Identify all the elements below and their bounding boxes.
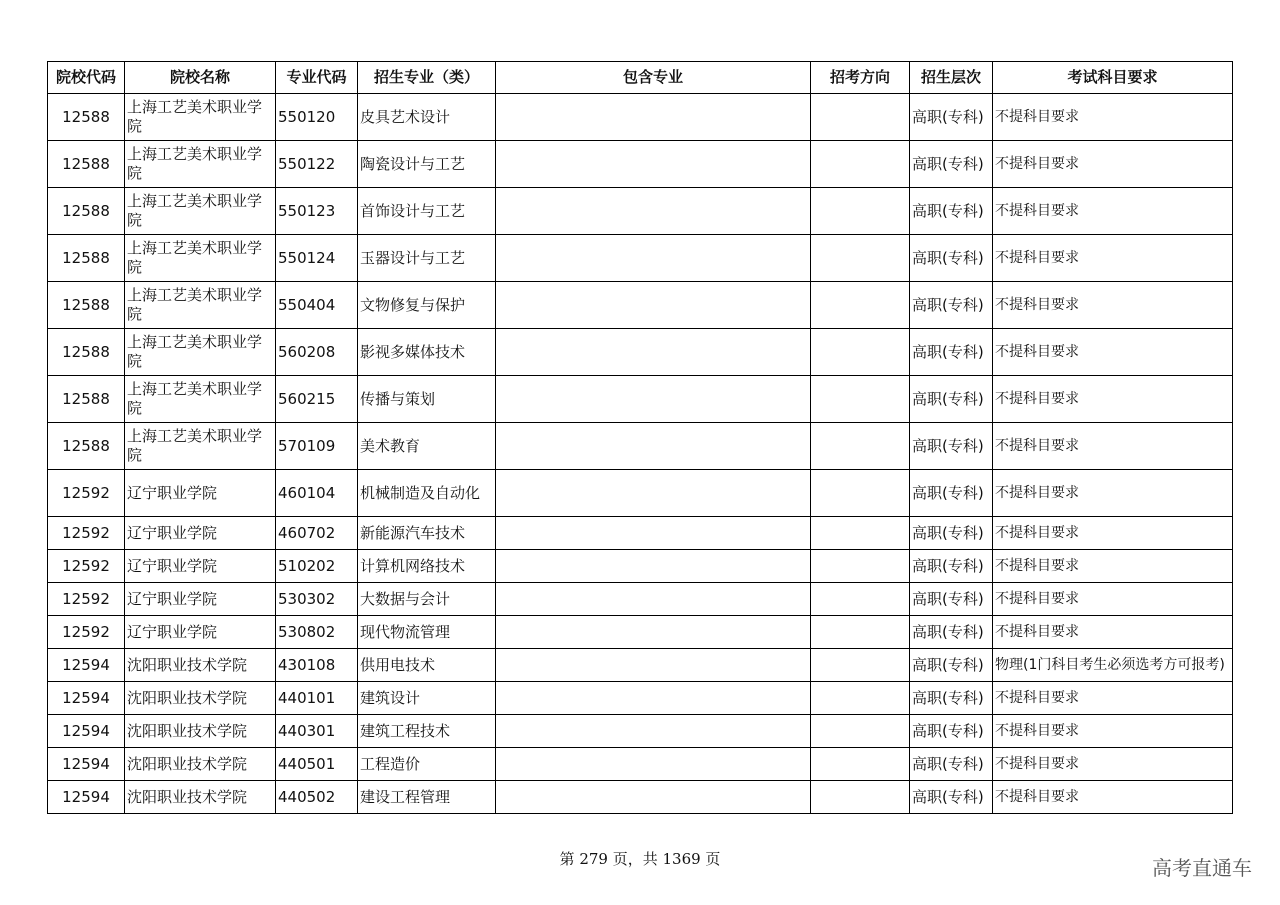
requirements-cell: 不提科目要求 [993, 141, 1233, 188]
direction-cell [811, 649, 910, 682]
major-code-cell: 530802 [276, 616, 358, 649]
requirements-cell: 不提科目要求 [993, 616, 1233, 649]
school-code-cell: 12592 [48, 583, 125, 616]
includes-cell [496, 141, 811, 188]
direction-cell [811, 423, 910, 470]
school-name-cell: 沈阳职业技术学院 [125, 649, 276, 682]
direction-cell [811, 616, 910, 649]
level-cell: 高职(专科) [910, 748, 993, 781]
major-cell: 传播与策划 [358, 376, 496, 423]
major-code-cell: 550124 [276, 235, 358, 282]
school-name-cell: 沈阳职业技术学院 [125, 715, 276, 748]
school-code-cell: 12594 [48, 649, 125, 682]
includes-cell [496, 235, 811, 282]
school-name-cell: 上海工艺美术职业学院 [125, 329, 276, 376]
header-major: 招生专业（类） [358, 62, 496, 94]
table-row [48, 550, 1233, 583]
header-row [48, 62, 1233, 94]
direction-cell [811, 376, 910, 423]
level-cell: 高职(专科) [910, 235, 993, 282]
includes-cell [496, 616, 811, 649]
requirements-cell: 不提科目要求 [993, 470, 1233, 517]
table-row [48, 616, 1233, 649]
major-code-cell: 550122 [276, 141, 358, 188]
school-name-cell: 辽宁职业学院 [125, 616, 276, 649]
school-code-cell: 12588 [48, 235, 125, 282]
admissions-table [47, 61, 1233, 814]
table-row [48, 470, 1233, 517]
table-row [48, 649, 1233, 682]
direction-cell [811, 781, 910, 814]
school-code-cell: 12594 [48, 715, 125, 748]
table-row [48, 235, 1233, 282]
school-name-cell: 上海工艺美术职业学院 [125, 376, 276, 423]
school-name-cell: 上海工艺美术职业学院 [125, 188, 276, 235]
school-code-cell: 12588 [48, 329, 125, 376]
major-cell: 计算机网络技术 [358, 550, 496, 583]
major-code-cell: 510202 [276, 550, 358, 583]
includes-cell [496, 715, 811, 748]
includes-cell [496, 94, 811, 141]
level-cell: 高职(专科) [910, 376, 993, 423]
header-direction: 招考方向 [811, 62, 910, 94]
level-cell: 高职(专科) [910, 470, 993, 517]
major-cell: 美术教育 [358, 423, 496, 470]
table-row [48, 583, 1233, 616]
header-school-code: 院校代码 [48, 62, 125, 94]
major-cell: 皮具艺术设计 [358, 94, 496, 141]
level-cell: 高职(专科) [910, 282, 993, 329]
level-cell: 高职(专科) [910, 141, 993, 188]
includes-cell [496, 550, 811, 583]
major-cell: 玉器设计与工艺 [358, 235, 496, 282]
major-code-cell: 560215 [276, 376, 358, 423]
school-code-cell: 12594 [48, 781, 125, 814]
level-cell: 高职(专科) [910, 616, 993, 649]
major-cell: 文物修复与保护 [358, 282, 496, 329]
includes-cell [496, 188, 811, 235]
school-code-cell: 12588 [48, 141, 125, 188]
requirements-cell: 不提科目要求 [993, 376, 1233, 423]
level-cell: 高职(专科) [910, 715, 993, 748]
includes-cell [496, 376, 811, 423]
requirements-cell: 不提科目要求 [993, 517, 1233, 550]
table-row [48, 94, 1233, 141]
level-cell: 高职(专科) [910, 517, 993, 550]
school-name-cell: 辽宁职业学院 [125, 583, 276, 616]
requirements-cell: 物理(1门科目考生必须选考方可报考) [993, 649, 1233, 682]
major-code-cell: 440502 [276, 781, 358, 814]
direction-cell [811, 470, 910, 517]
school-name-cell: 上海工艺美术职业学院 [125, 235, 276, 282]
requirements-cell: 不提科目要求 [993, 423, 1233, 470]
level-cell: 高职(专科) [910, 649, 993, 682]
major-code-cell: 440301 [276, 715, 358, 748]
header-major-code: 专业代码 [276, 62, 358, 94]
major-code-cell: 460702 [276, 517, 358, 550]
includes-cell [496, 748, 811, 781]
requirements-cell: 不提科目要求 [993, 329, 1233, 376]
school-code-cell: 12588 [48, 376, 125, 423]
major-code-cell: 430108 [276, 649, 358, 682]
major-cell: 供用电技术 [358, 649, 496, 682]
major-code-cell: 460104 [276, 470, 358, 517]
major-cell: 新能源汽车技术 [358, 517, 496, 550]
school-code-cell: 12594 [48, 748, 125, 781]
level-cell: 高职(专科) [910, 423, 993, 470]
school-name-cell: 辽宁职业学院 [125, 470, 276, 517]
requirements-cell: 不提科目要求 [993, 550, 1233, 583]
requirements-cell: 不提科目要求 [993, 282, 1233, 329]
school-code-cell: 12588 [48, 188, 125, 235]
school-name-cell: 沈阳职业技术学院 [125, 682, 276, 715]
requirements-cell: 不提科目要求 [993, 235, 1233, 282]
school-code-cell: 12592 [48, 517, 125, 550]
major-code-cell: 560208 [276, 329, 358, 376]
requirements-cell: 不提科目要求 [993, 583, 1233, 616]
includes-cell [496, 329, 811, 376]
level-cell: 高职(专科) [910, 781, 993, 814]
school-name-cell: 上海工艺美术职业学院 [125, 94, 276, 141]
includes-cell [496, 423, 811, 470]
major-cell: 陶瓷设计与工艺 [358, 141, 496, 188]
school-code-cell: 12592 [48, 550, 125, 583]
level-cell: 高职(专科) [910, 682, 993, 715]
table-row [48, 682, 1233, 715]
table-row [48, 715, 1233, 748]
requirements-cell: 不提科目要求 [993, 188, 1233, 235]
major-cell: 建筑工程技术 [358, 715, 496, 748]
requirements-cell: 不提科目要求 [993, 715, 1233, 748]
major-cell: 建筑设计 [358, 682, 496, 715]
direction-cell [811, 682, 910, 715]
requirements-cell: 不提科目要求 [993, 94, 1233, 141]
level-cell: 高职(专科) [910, 583, 993, 616]
school-name-cell: 上海工艺美术职业学院 [125, 141, 276, 188]
watermark: 高考直通车 [1152, 856, 1252, 880]
table-row [48, 282, 1233, 329]
school-name-cell: 辽宁职业学院 [125, 517, 276, 550]
level-cell: 高职(专科) [910, 188, 993, 235]
major-cell: 首饰设计与工艺 [358, 188, 496, 235]
major-code-cell: 440101 [276, 682, 358, 715]
direction-cell [811, 188, 910, 235]
table-row [48, 748, 1233, 781]
school-code-cell: 12588 [48, 423, 125, 470]
major-cell: 工程造价 [358, 748, 496, 781]
includes-cell [496, 470, 811, 517]
major-cell: 大数据与会计 [358, 583, 496, 616]
includes-cell [496, 583, 811, 616]
header-school-name: 院校名称 [125, 62, 276, 94]
table-row [48, 188, 1233, 235]
direction-cell [811, 94, 910, 141]
direction-cell [811, 748, 910, 781]
requirements-cell: 不提科目要求 [993, 781, 1233, 814]
school-name-cell: 上海工艺美术职业学院 [125, 423, 276, 470]
direction-cell [811, 583, 910, 616]
major-code-cell: 550123 [276, 188, 358, 235]
major-cell: 现代物流管理 [358, 616, 496, 649]
major-code-cell: 550404 [276, 282, 358, 329]
school-name-cell: 沈阳职业技术学院 [125, 748, 276, 781]
includes-cell [496, 649, 811, 682]
includes-cell [496, 781, 811, 814]
school-code-cell: 12592 [48, 616, 125, 649]
school-code-cell: 12588 [48, 94, 125, 141]
table-body [48, 94, 1233, 814]
table-row [48, 423, 1233, 470]
direction-cell [811, 715, 910, 748]
table-row [48, 781, 1233, 814]
major-cell: 机械制造及自动化 [358, 470, 496, 517]
page-footer: 第 279 页，共 1369 页 [559, 850, 721, 868]
includes-cell [496, 282, 811, 329]
header-level: 招生层次 [910, 62, 993, 94]
table-row [48, 517, 1233, 550]
major-code-cell: 550120 [276, 94, 358, 141]
school-code-cell: 12594 [48, 682, 125, 715]
header-requirements: 考试科目要求 [993, 62, 1233, 94]
direction-cell [811, 282, 910, 329]
school-code-cell: 12592 [48, 470, 125, 517]
table-row [48, 141, 1233, 188]
requirements-cell: 不提科目要求 [993, 748, 1233, 781]
major-code-cell: 570109 [276, 423, 358, 470]
direction-cell [811, 550, 910, 583]
level-cell: 高职(专科) [910, 94, 993, 141]
major-code-cell: 440501 [276, 748, 358, 781]
level-cell: 高职(专科) [910, 550, 993, 583]
includes-cell [496, 682, 811, 715]
major-cell: 建设工程管理 [358, 781, 496, 814]
major-code-cell: 530302 [276, 583, 358, 616]
requirements-cell: 不提科目要求 [993, 682, 1233, 715]
includes-cell [496, 517, 811, 550]
direction-cell [811, 517, 910, 550]
table-row [48, 329, 1233, 376]
direction-cell [811, 141, 910, 188]
table-row [48, 376, 1233, 423]
direction-cell [811, 329, 910, 376]
level-cell: 高职(专科) [910, 329, 993, 376]
major-cell: 影视多媒体技术 [358, 329, 496, 376]
school-name-cell: 上海工艺美术职业学院 [125, 282, 276, 329]
school-code-cell: 12588 [48, 282, 125, 329]
school-name-cell: 沈阳职业技术学院 [125, 781, 276, 814]
direction-cell [811, 235, 910, 282]
header-includes: 包含专业 [496, 62, 811, 94]
school-name-cell: 辽宁职业学院 [125, 550, 276, 583]
